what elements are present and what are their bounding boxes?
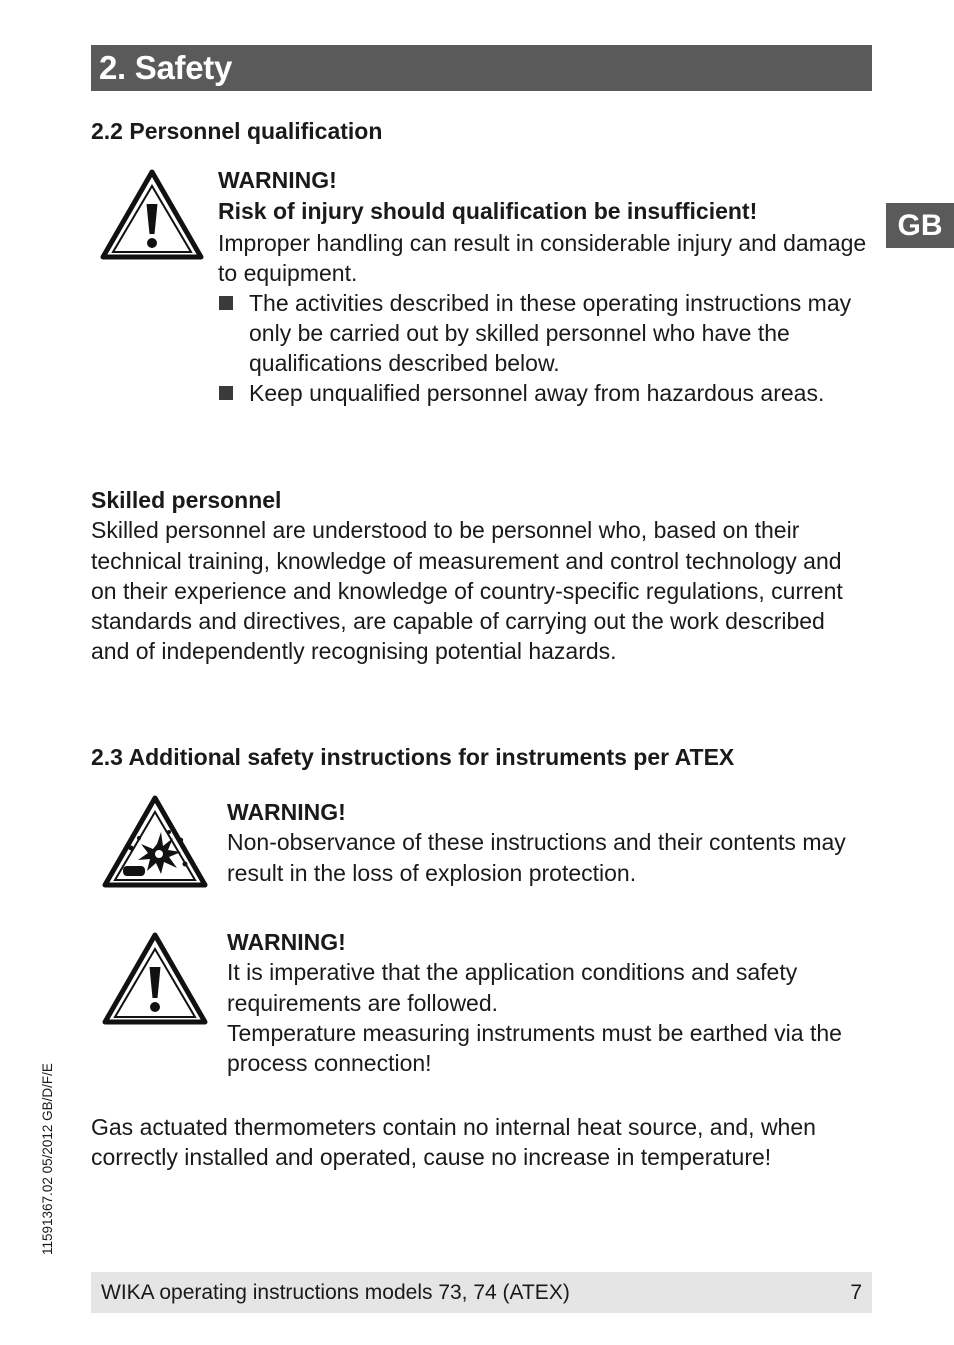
warning-triangle-icon [99, 168, 205, 262]
warning-text: Improper handling can result in considerable injury and damage to equipment. [218, 229, 867, 286]
list-item: The activities described in these operating instructions may only be carried out by skilled personnel who have the qualifications described below. [218, 288, 868, 378]
document-code: 11591367.02 05/2012 GB/D/F/E [40, 1063, 55, 1255]
warning-block-conditions [227, 927, 867, 1078]
warning-text: Non-observance of these instructions and their contents may result in the loss of explosion protection. [227, 829, 846, 886]
skilled-personnel-text: Skilled personnel are understood to be personnel who, based on their technical training, knowledge of measurement and control technology and on their experience and knowledge of country-specific regulations, current standards and directives, are capable of carrying out the work described and of independently recognising potential hazards. [91, 517, 843, 665]
warning-block-explosion [227, 797, 867, 888]
warning-bullet-list [218, 288, 868, 408]
warning-label: WARNING! [227, 799, 346, 825]
warning-label: WARNING! [227, 929, 346, 955]
section-heading-2-2: 2.2 Personnel qualification [91, 118, 383, 144]
warning-subtitle: Risk of injury should qualification be insufficient! [218, 198, 758, 225]
section-heading-2-3: 2.3 Additional safety instructions for instruments per ATEX [91, 744, 735, 770]
page-title: 2. Safety [99, 49, 233, 86]
warning-text-earthing: Temperature measuring instruments must be earthed via the process connection! [227, 1019, 842, 1077]
skilled-personnel-block [91, 485, 861, 667]
page-number: 7 [850, 1281, 862, 1304]
section-title-bar [91, 45, 872, 91]
warning-text: It is imperative that the application conditions and safety requirements are followed. [227, 959, 798, 1016]
language-tab: GB [886, 203, 954, 248]
warning-label: WARNING! [218, 167, 337, 193]
subheading-skilled-personnel: Skilled personnel [91, 487, 282, 513]
footer-text: WIKA operating instructions models 73, 74 (ATEX) [101, 1281, 570, 1304]
list-item: Keep unqualified personnel away from hazardous areas. [218, 378, 868, 408]
closing-paragraph: Gas actuated thermometers contain no internal heat source, and, when correctly installed and operated, cause no increase in temperature! [91, 1114, 816, 1171]
explosion-warning-icon [101, 794, 209, 890]
warning-block-qualification [218, 165, 868, 408]
footer-bar [91, 1272, 872, 1313]
warning-triangle-icon [101, 931, 209, 1027]
